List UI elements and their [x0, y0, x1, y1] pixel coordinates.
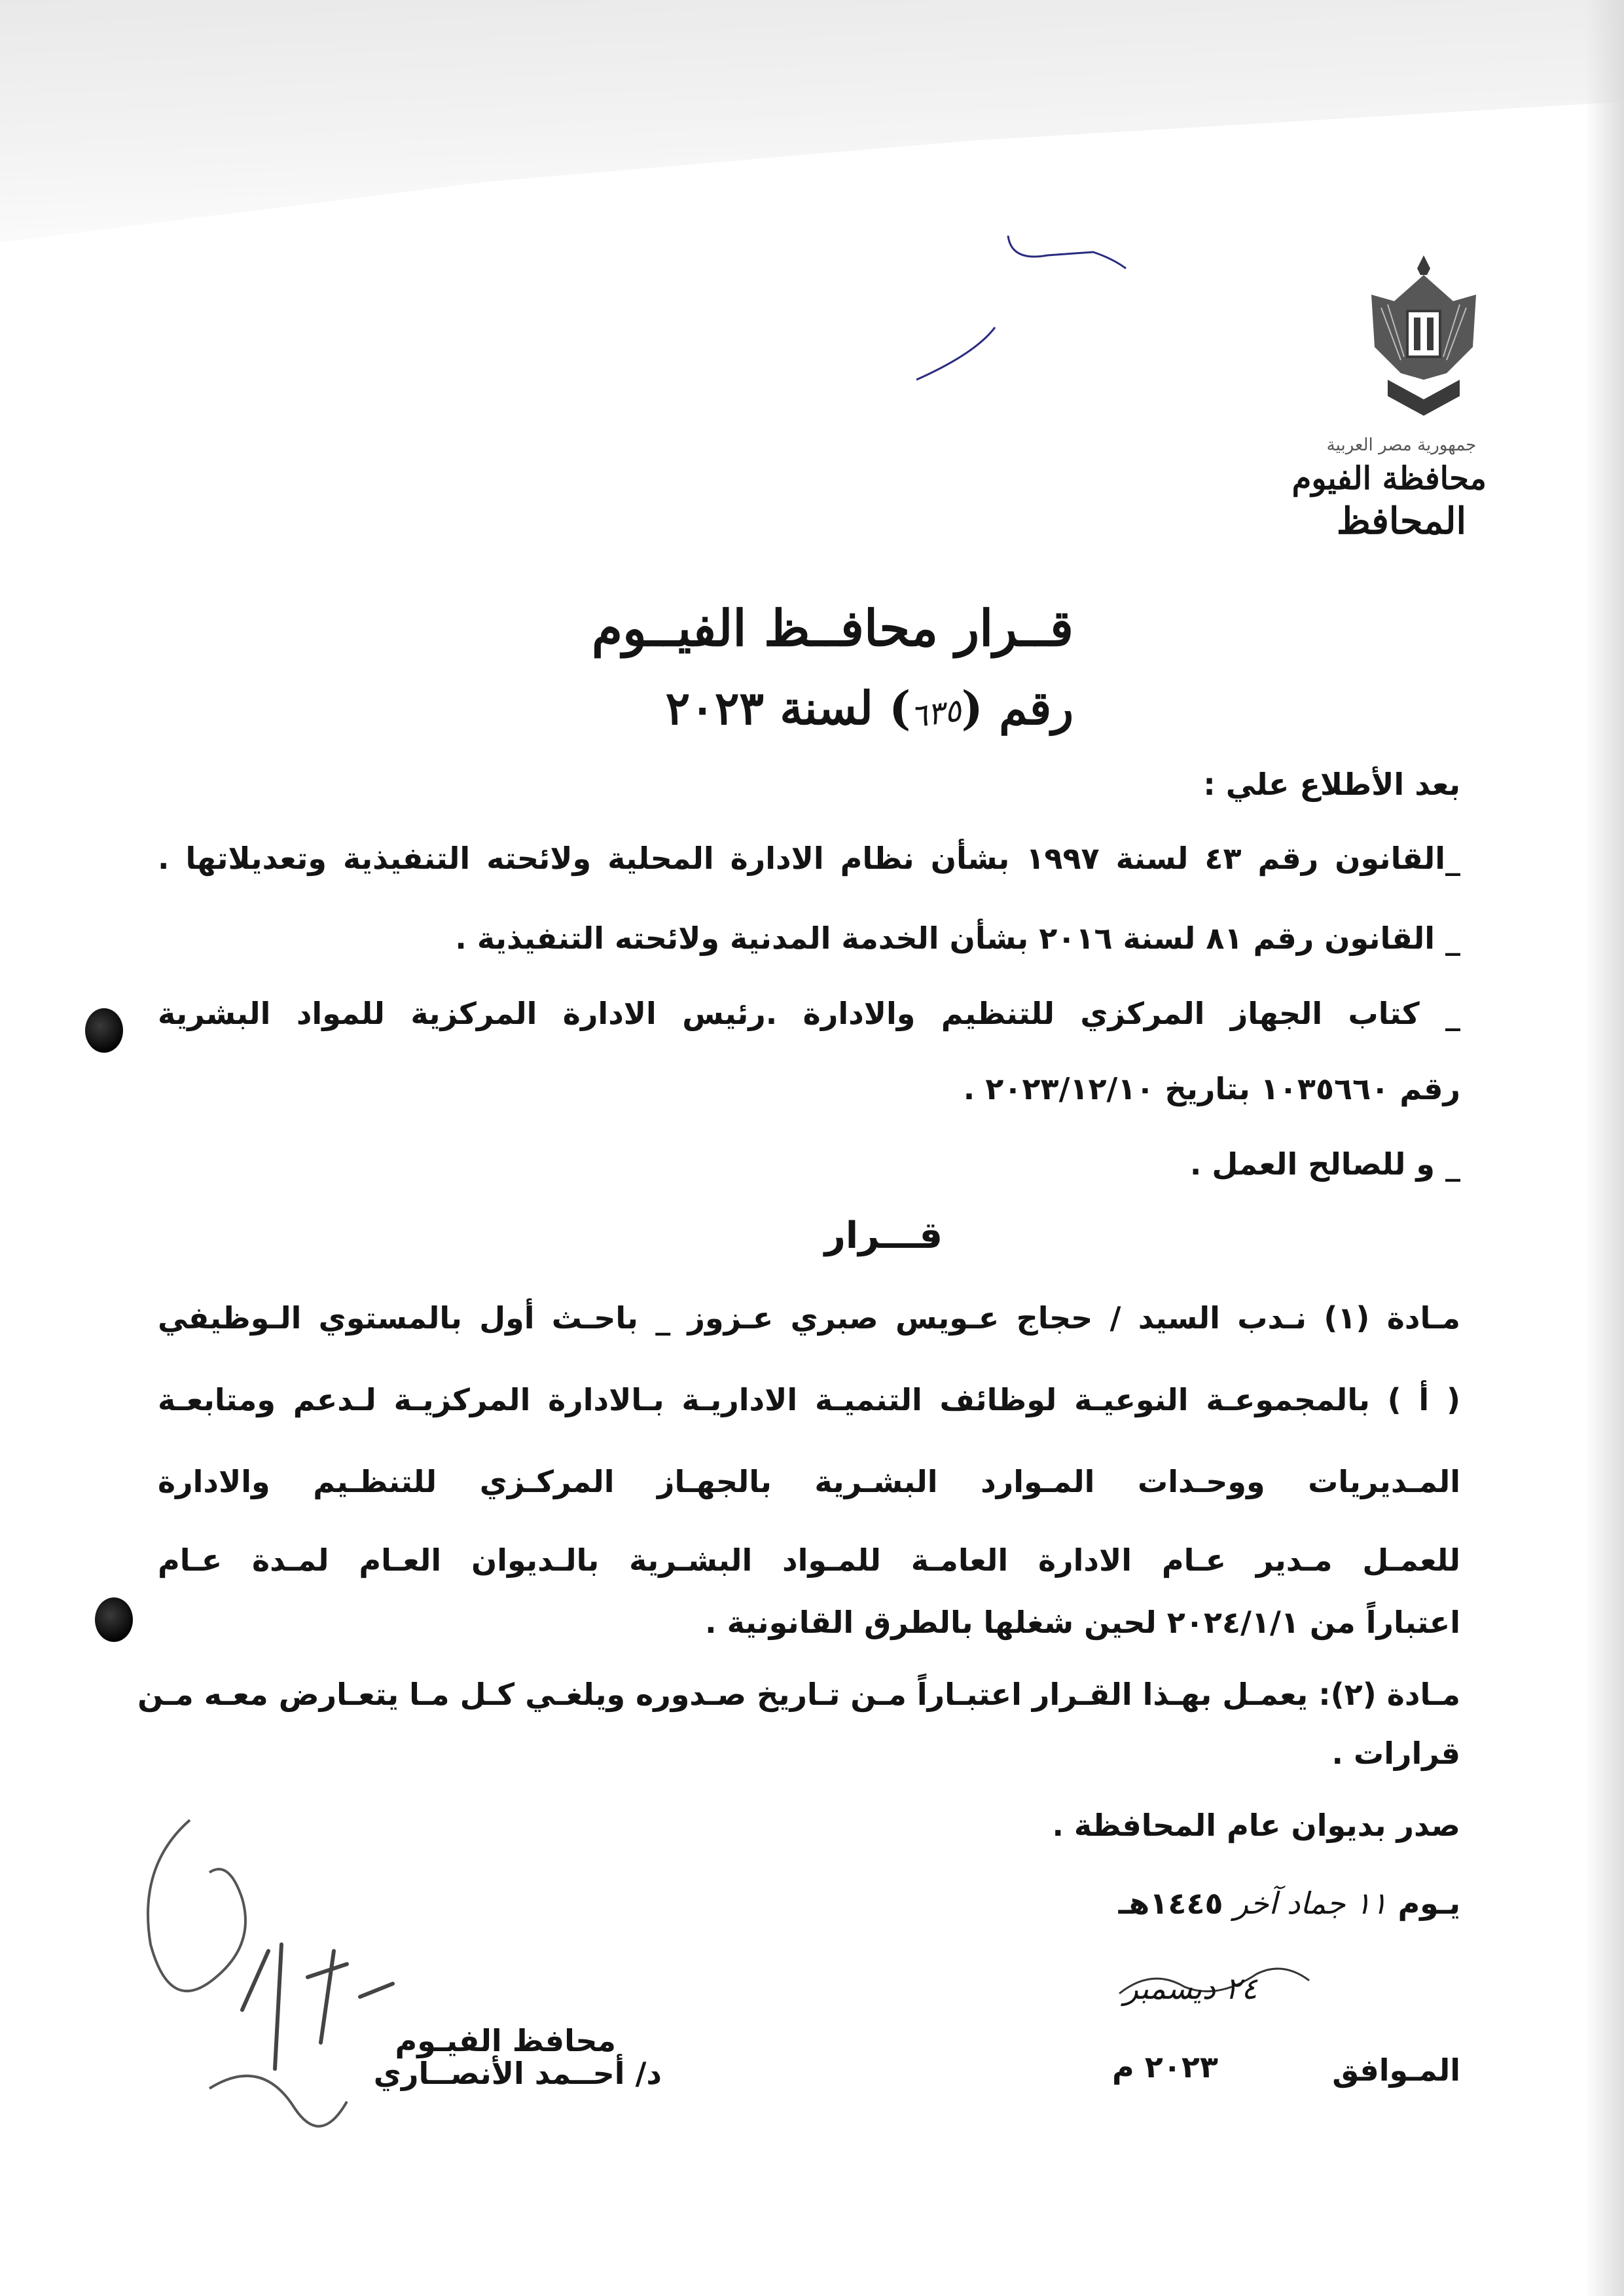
- hijri-date-handwritten: ١١ جماد آخر: [1233, 1886, 1388, 1921]
- letterhead-governorate: محافظة الفيوم: [1291, 460, 1487, 497]
- letterhead: [1291, 435, 1487, 543]
- article-1-line-1: مـادة (١) نـدب السيد / حجاج عـويس صبري عـزوز _ باحـث أول بالمستوي الـوظيفي: [158, 1300, 1460, 1336]
- decision-number: [0, 681, 1074, 735]
- scan-shadow-right: [1585, 0, 1624, 2296]
- preamble-item-3-line-2: رقم ١٠٣٥٦٦٠ بتاريخ ٢٠٢٣/١٢/١٠ .: [963, 1071, 1460, 1106]
- article-1-line-2: ( أ ) بالمجموعـة النوعيـة لوظائف التنميـة الاداريـة بـالادارة المركزيـة لـدعم ومتابعـة: [158, 1382, 1460, 1417]
- hijri-date: [1119, 1886, 1460, 1921]
- article-1-line-4: للعمـل مـدير عـام الادارة العامـة للمـواد البشـرية بالـديوان العـام لمـدة عـام: [158, 1542, 1460, 1578]
- pen-stroke-mark: [877, 223, 1165, 393]
- scan-shadow-top: [0, 0, 1624, 242]
- preamble-intro: بعد الأطلاع علي :: [1203, 767, 1460, 802]
- gregorian-date-handwritten: ٢٤ ديسمبر: [1123, 1971, 1257, 2006]
- preamble-item-4: _ و للصالح العمل .: [1189, 1146, 1460, 1182]
- governor-title: محافظ الفيـوم: [395, 2023, 616, 2058]
- decision-number-value: ٦٣٥: [908, 691, 964, 736]
- punch-hole-upper: [85, 1008, 123, 1053]
- article-2-line-1: مـادة (٢): يعمـل بهـذا القـرار اعتبـاراً مـن تـاريخ صـدوره ويلغـي كـل مـا يتعـارض معـه مـن: [137, 1677, 1460, 1712]
- decision-number-suffix: ) لسنة ٢٠٢٣: [665, 681, 911, 735]
- punch-hole-lower: [95, 1597, 133, 1642]
- article-1-line-3: المـديريات ووحـدات المـوارد البشـرية بالجهـاز المركـزي للتنظـيم والادارة: [158, 1464, 1460, 1499]
- eagle-emblem-icon: [1362, 249, 1486, 426]
- hijri-date-year: ١٤٤٥هـ: [1118, 1886, 1223, 1921]
- letterhead-office: المحافظ: [1336, 500, 1467, 543]
- decision-heading: قـــرار: [824, 1214, 943, 1257]
- article-1-line-5: اعتباراً من ٢٠٢٤/١/١ لحين شغلها بالطرق القانونية .: [705, 1605, 1460, 1640]
- governor-signature: [111, 1781, 517, 2147]
- gregorian-date-year: ٢٠٢٣ م: [1111, 2049, 1218, 2085]
- preamble-item-1: _القانون رقم ٤٣ لسنة ١٩٩٧ بشأن نظام الادارة المحلية ولائحته التنفيذية وتعديلاتها .: [158, 841, 1460, 876]
- preamble-item-2: _ القانون رقم ٨١ لسنة ٢٠١٦ بشأن الخدمة المدنية ولائحته التنفيذية .: [455, 920, 1460, 956]
- letterhead-country: جمهورية مصر العربية: [1326, 435, 1477, 455]
- decision-number-prefix: رقم (: [961, 681, 1074, 735]
- document-title: قــرار محافــظ الفيــوم: [592, 599, 1074, 657]
- article-2-line-2: قرارات .: [1331, 1736, 1460, 1771]
- issued-statement: صدر بديوان عام المحافظة .: [1052, 1808, 1460, 1843]
- gregorian-date-prefix: المـوافق: [1332, 2052, 1460, 2088]
- hijri-date-prefix: يـوم: [1398, 1886, 1460, 1921]
- governor-name: د/ أحــمد الأنصــاري: [373, 2056, 662, 2091]
- preamble-item-3-line-1: _ كتاب الجهاز المركزي للتنظيم والادارة .رئيس الادارة المركزية للمواد البشرية: [158, 996, 1460, 1031]
